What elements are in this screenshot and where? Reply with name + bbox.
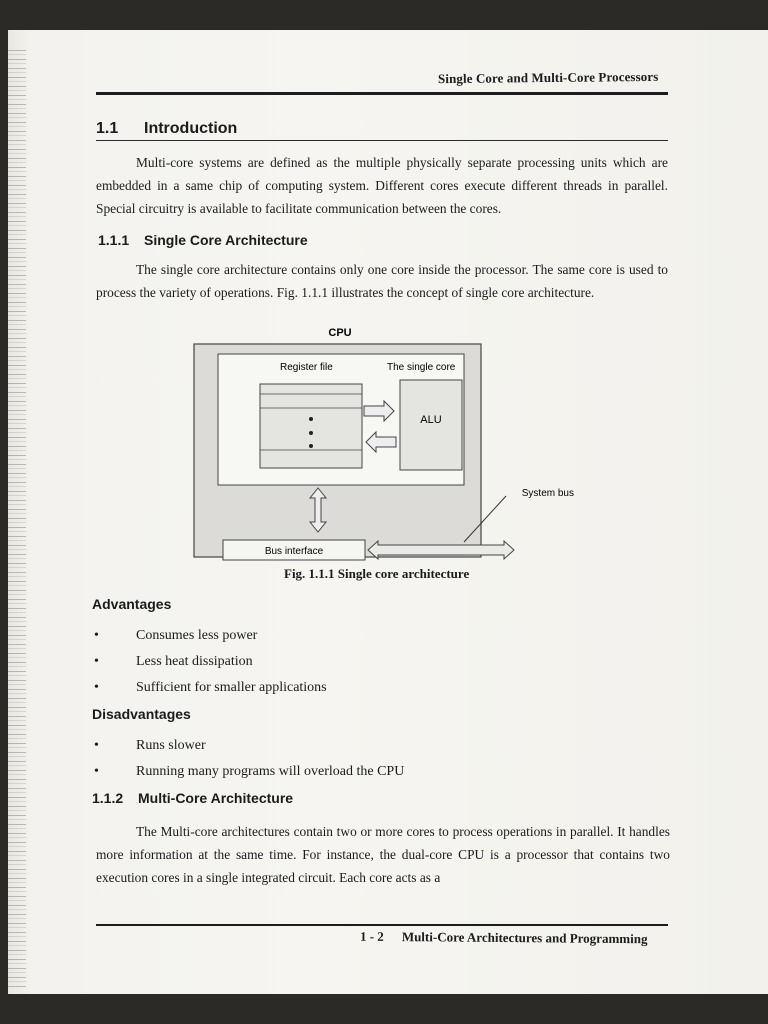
single-core-paragraph — [96, 258, 668, 304]
advantages-list — [94, 626, 594, 704]
section-rule — [96, 140, 668, 141]
page-binding-shadow — [8, 50, 26, 990]
bullet: • — [94, 654, 99, 669]
multi-core-text: The Multi-core architectures contain two or more cores to process operations in parallel. It handles more information at the same time. For instance, the dual-core CPU is a processor that contains two execution cores in a single integrated circuit. Each core acts as a — [96, 824, 670, 885]
single-core-architecture-diagram — [188, 322, 574, 562]
header-rule — [96, 92, 668, 95]
subsection-heading-multi-core — [92, 790, 293, 806]
disadvantages-heading: Disadvantages — [92, 706, 191, 722]
single-core-text: The single core architecture contains only one core inside the processor. The same core is used to process the variety of operations. Fig. 1.1.1 illustrates the concept of single core architecture. — [96, 262, 668, 300]
subsection-number: 1.1.1 — [98, 232, 130, 248]
section-heading — [96, 120, 237, 138]
bus-interface-label: Bus interface — [264, 546, 324, 557]
bullet: • — [94, 680, 99, 695]
bullet: • — [94, 764, 99, 779]
system-bus-label: System bus — [521, 488, 574, 499]
intro-paragraph — [96, 151, 668, 220]
book-page — [8, 30, 768, 994]
subsection-number: 1.1.2 — [92, 790, 124, 806]
register-file-label: Register file — [280, 362, 333, 373]
section-title: Introduction — [144, 120, 238, 137]
single-core-label: The single core — [387, 362, 456, 373]
book-title: Multi-Core Architectures and Programming — [401, 929, 648, 947]
bullet: • — [94, 738, 99, 753]
disadvantages-list — [94, 736, 594, 788]
alu-label: ALU — [420, 414, 442, 426]
cpu-label: CPU — [328, 327, 352, 339]
register-file-block — [260, 384, 362, 468]
subsection-heading-single-core — [98, 232, 308, 248]
subsection-title: Single Core Architecture — [144, 232, 308, 248]
list-item: • Sufficient for smaller applications — [94, 678, 594, 704]
list-item: • Less heat dissipation — [94, 652, 594, 678]
section-number: 1.1 — [96, 120, 119, 137]
list-item: • Running many programs will overload the CPU — [94, 762, 594, 788]
subsection-title: Multi-Core Architecture — [138, 790, 294, 806]
bullet: • — [94, 628, 99, 643]
advantages-heading: Advantages — [92, 596, 172, 612]
page-footer — [360, 929, 648, 948]
list-item: • Consumes less power — [94, 626, 594, 652]
intro-text: Multi-core systems are defined as the multiple physically separate processing units which are embedded in a same chip of computing system. Different cores execute different threads in parallel. Special circuitry is available to facilitate communication between the cores. — [96, 155, 668, 216]
running-header: Single Core and Multi-Core Processors — [437, 68, 659, 87]
list-item: • Runs slower — [94, 736, 594, 762]
page-number: 1 - 2 — [359, 928, 384, 944]
figure-caption: Fig. 1.1.1 Single core architecture — [284, 566, 470, 581]
multi-core-paragraph — [96, 820, 670, 889]
footer-rule — [96, 924, 668, 926]
